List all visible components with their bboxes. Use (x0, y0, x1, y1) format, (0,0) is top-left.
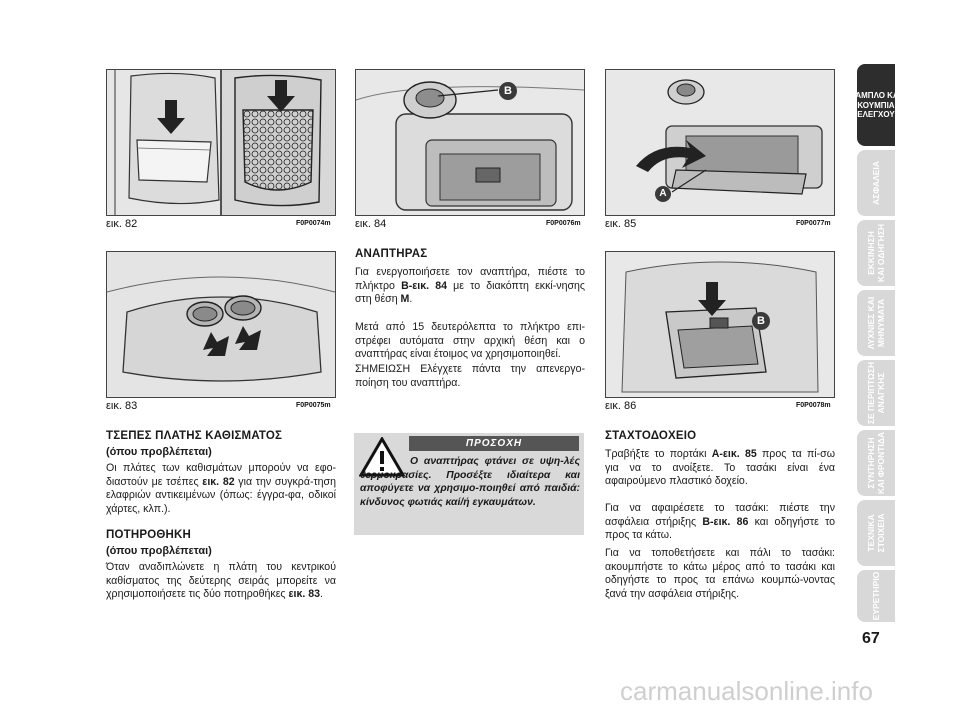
cupholder-subtitle: (όπου προβλέπεται) (106, 545, 212, 557)
lighter-heading: ΑΝΑΠΤΗΡΑΣ (355, 248, 428, 260)
tab-label: ΑΣΦΑΛΕΙΑ (871, 161, 881, 205)
figure-code: F0P0078m (796, 402, 831, 409)
pockets-subtitle: (όπου προβλέπεται) (106, 446, 212, 458)
cupholder-heading: ΠΟΤΗΡΟΘΗΚΗ (106, 529, 192, 541)
page-number: 67 (862, 630, 880, 647)
ashtray-paragraph-2: Για να αφαιρέσετε το τασάκι: πιέστε την ασφάλεια στήριξης B-εικ. 86 και οδηγήστε το προς τα κάτω. (605, 502, 836, 542)
figure-83-cupholders (106, 251, 336, 398)
tab-label: ΣΕ ΠΕΡΙΠΤΩΣΗ ΑΝΑΓΚΗΣ (866, 361, 886, 425)
watermark: carmanualsonline.info (620, 676, 873, 706)
tab-label: ΤΕΧΝΙΚΑ ΣΤΟΙΧΕΙΑ (866, 513, 886, 553)
warning-title: ΠΡΟΣΟΧΗ (409, 436, 579, 451)
figure-caption: εικ. 85 (605, 218, 637, 230)
ashtray-paragraph-3: Για να τοποθετήσετε και πάλι το τασάκι: ακουμπήστε το κάτω μέρος από το τασάκι και οδηγήστε το προς τα επάνω κουμπώ-νοντας ξανά την ασφάλεια στήριξης. (605, 547, 835, 600)
tab-technical-data[interactable] (857, 500, 895, 566)
figure-caption: εικ. 83 (106, 400, 138, 412)
tab-lights-messages[interactable] (857, 290, 895, 356)
tab-index[interactable] (857, 570, 895, 622)
ashtray-heading: ΣΤΑΧΤΟΔΟΧΕΙΟ (605, 430, 697, 442)
lighter-paragraph-1: Για ενεργοποιήσετε τον αναπτήρα, πιέστε το πλήκτρο B-εικ. 84 με το διακόπτη εκκί-νησης στη θέση M. (355, 266, 585, 306)
figure-code: F0P0074m (296, 220, 331, 227)
figure-caption: εικ. 86 (605, 400, 637, 412)
figure-82-seat-pockets (106, 69, 336, 216)
figure-code: F0P0077m (796, 220, 831, 227)
warning-text: Ο αναπτήρας φτάνει σε υψη-λές θερμοκρασίες. Προσέξτε ιδιαίτερα και αποφύγετε να χρησιμο-ποιηθεί από παιδιά: κίνδυνος φωτιάς καί/ή εγκαυμάτων. (360, 456, 580, 508)
tab-dashboard-controls[interactable] (851, 64, 901, 146)
ashtray-paragraph-1: Τραβήξτε το πορτάκι A-εικ. 85 προς τα πί-σω για να το ανοίξετε. Το τασάκι είναι ένα αφαιρούμενο πλαστικό δοχείο. (605, 448, 835, 488)
tab-label: ΕΥΡΕΤΗΡΙΟ (871, 571, 881, 621)
cupholder-paragraph: Όταν αναδιπλώνετε η πλάτη του κεντρικού καθίσματος της δεύτερης σειράς μπορείτε να χρησιμοποιήσετε τις δύο ποτηροθήκες εικ. 83. (106, 561, 336, 601)
figure-85-ashtray-open (605, 69, 835, 216)
tab-label: ΕΚΚΙΝΗΣΗ ΚΑΙ ΟΔΗΓΗΣΗ (866, 223, 886, 283)
lighter-paragraph-2: Μετά από 15 δευτερόλεπτα το πλήκτρο επι-στρέφει αυτόματα στην αρχική θέση και ο αναπτήρας είναι έτοιμος να χρησιμοποιηθεί. (355, 321, 585, 361)
figure-caption: εικ. 82 (106, 218, 138, 230)
pockets-paragraph: Οι πλάτες των καθισμάτων μπορούν να εφο-διαστούν με τσέπες εικ. 82 για την συγκρά-τηση ελαφριών αντικειμένων (όπως: έγγρα-φα, οδικοί χάρτες, κλπ.). (106, 462, 336, 515)
tab-safety[interactable] (857, 150, 895, 216)
figure-caption: εικ. 84 (355, 218, 387, 230)
tab-label: ΤΑΜΠΛΟ ΚΑΙ ΚΟΥΜΠΙΑ ΕΛΕΓΧΟΥ (851, 90, 901, 119)
tab-maintenance[interactable] (857, 430, 895, 496)
callout-b-fig84: B (499, 82, 517, 100)
tab-starting-driving[interactable] (857, 220, 895, 286)
figure-86-ashtray-removal (605, 251, 835, 398)
figure-code: F0P0076m (546, 220, 581, 227)
tab-label: ΛΥΧΝΙΕΣ ΚΑΙ ΜΗΝΥΜΑΤΑ (866, 296, 886, 350)
callout-a-fig85: A (655, 186, 671, 202)
tab-emergency[interactable] (857, 360, 895, 426)
pockets-heading: ΤΣΕΠΕΣ ΠΛΑΤΗΣ ΚΑΘΙΣΜΑΤΟΣ (106, 430, 283, 442)
callout-b-fig86: B (752, 312, 770, 330)
figure-84-lighter (355, 69, 585, 216)
tab-label: ΣΥΝΤΗΡΗΣΗ ΚΑΙ ΦΡΟΝΤΙΔΑ (866, 431, 886, 495)
lighter-note: ΣΗΜΕΙΩΣΗ Ελέγχετε πάντα την απενεργο-ποίηση του αναπτήρα. (355, 363, 585, 389)
figure-code: F0P0075m (296, 402, 331, 409)
